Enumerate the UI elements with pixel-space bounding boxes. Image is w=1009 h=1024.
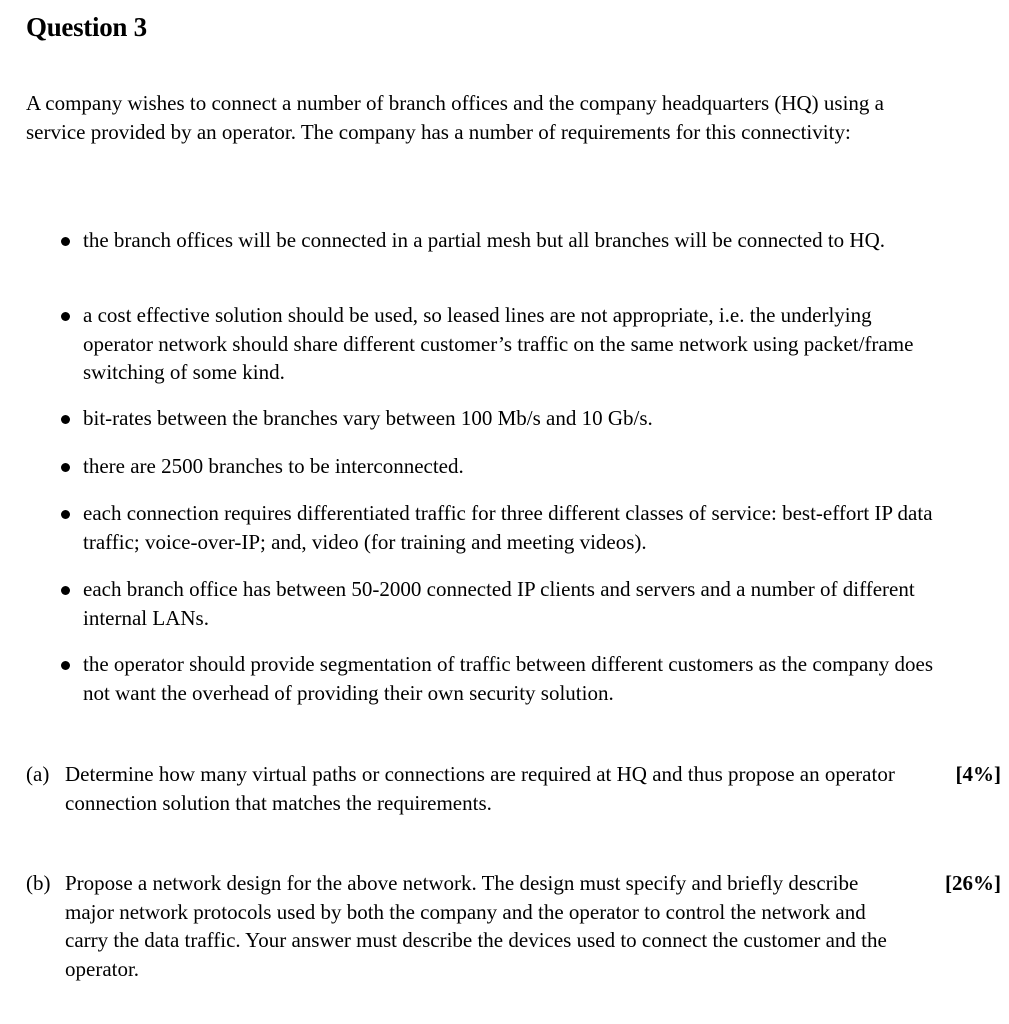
part-label: (a) — [26, 762, 50, 786]
requirement-text: the operator should provide segmentation of traffic between different customers as the company does not want the overhead of providing their own security solution. — [83, 652, 934, 705]
requirement-text: there are 2500 branches to be interconnected. — [83, 454, 464, 478]
requirement-text: bit-rates between the branches vary between 100 Mb/s and 10 Gb/s. — [83, 406, 653, 430]
bullet-icon — [61, 586, 70, 595]
requirement-text: the branch offices will be connected in a partial mesh but all branches will be connected to HQ. — [83, 228, 885, 252]
requirement-text: a cost effective solution should be used, so leased lines are not appropriate, i.e. the underlying operator network should share different customer’s traffic on the same network using packet/frame switching of some kind. — [83, 303, 914, 384]
bullet-icon — [61, 312, 70, 321]
bullet-icon — [61, 510, 70, 519]
part-marks: [26%] — [945, 871, 1001, 895]
bullet-icon — [61, 415, 70, 424]
requirement-item — [58, 650, 938, 707]
bullet-icon — [61, 661, 70, 670]
question-part-b — [26, 869, 1001, 983]
bullet-icon — [61, 463, 70, 472]
part-label: (b) — [26, 871, 51, 895]
question-title: Question 3 — [26, 12, 147, 42]
part-text: Determine how many virtual paths or connections are required at HQ and thus propose an operator connection solution that matches the requirements. — [65, 762, 895, 815]
question-part-a — [26, 760, 1001, 817]
part-text: Propose a network design for the above network. The design must specify and briefly describe major network protocols used by both the company and the operator to control the network and carry the data traffic. Your answer must describe the devices used to connect the customer and the operator. — [65, 871, 887, 981]
requirement-item — [58, 575, 938, 632]
requirement-text: each connection requires differentiated traffic for three different classes of service: best-effort IP data traffic; voice-over-IP; and, video (for training and meeting videos). — [83, 501, 933, 554]
question-intro: A company wishes to connect a number of branch offices and the company headquarters (HQ) using a service provided by an operator. The company has a number of requirements for this connectivity: — [26, 91, 885, 144]
part-marks: [4%] — [955, 762, 1001, 786]
requirement-item — [58, 404, 938, 433]
requirement-item — [58, 499, 938, 556]
requirement-text: each branch office has between 50-2000 connected IP clients and servers and a number of different internal LANs. — [83, 577, 915, 630]
bullet-icon — [61, 237, 70, 246]
requirement-item — [58, 452, 938, 481]
requirement-item — [58, 226, 938, 255]
requirement-item — [58, 301, 938, 387]
